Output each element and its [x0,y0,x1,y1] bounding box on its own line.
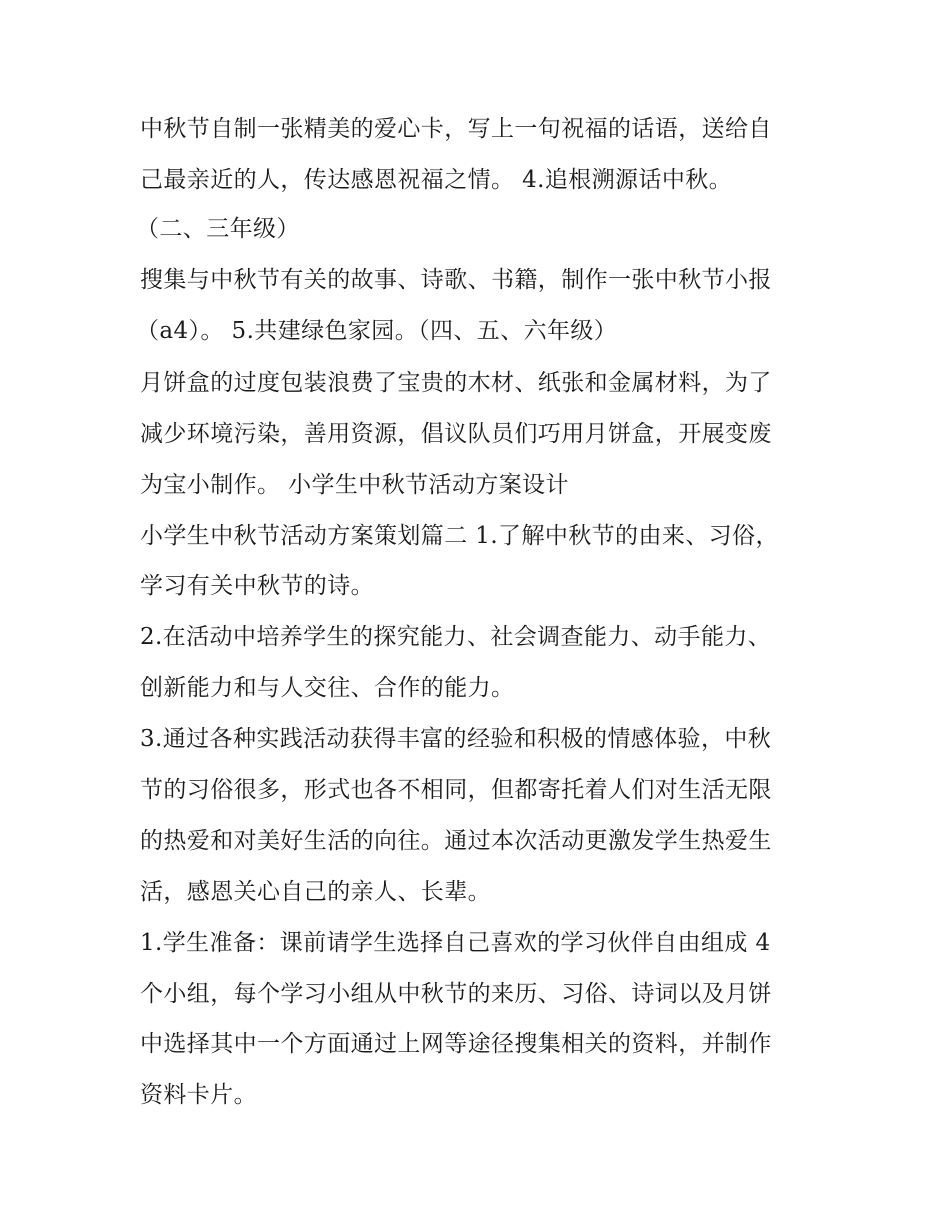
text-line: 月饼盒的过度包装浪费了宝贵的木材、纸张和金属材料，为了 [140,370,772,396]
text-line: 搜集与中秋节有关的故事、诗歌、书籍，制作一张中秋节小报 [140,267,772,293]
text-line: 个小组，每个学习小组从中秋节的来历、习俗、诗词以及月饼 [140,981,772,1007]
text-line: 活，感恩关心自己的亲人、长辈。 [140,879,491,905]
text-line: 2.在活动中培养学生的探究能力、社会调查能力、动手能力、 [140,624,772,650]
text-line: 中选择其中一个方面通过上网等途径搜集相关的资料，并制作 [140,1031,772,1057]
text-line: 小学生中秋节活动方案策划篇二 1.了解中秋节的由来、习俗， [140,523,779,549]
text-line: 减少环境污染，善用资源，倡议队员们巧用月饼盒，开展变废 [140,421,772,447]
text-line: （二、三年级） [136,216,300,242]
text-line: 学习有关中秋节的诗。 [140,573,374,599]
text-line: 己最亲近的人，传达感恩祝福之情。 4.追根溯源话中秋。 [140,167,733,193]
text-line: 创新能力和与人交往、合作的能力。 [140,675,515,701]
text-line: （a4）。 5.共建绿色家园。（四、五、六年级） [136,318,618,344]
text-line: 中秋节自制一张精美的爱心卡，写上一句祝福的话语，送给自 [140,116,772,142]
text-line: 1.学生准备：课前请学生选择自己喜欢的学习伙伴自由组成 4 [140,930,771,956]
text-line: 的热爱和对美好生活的向往。通过本次活动更激发学生热爱生 [140,828,772,854]
text-line: 为宝小制作。 小学生中秋节活动方案设计 [140,472,569,498]
text-line: 节的习俗很多，形式也各不相同，但都寄托着人们对生活无限 [140,777,772,803]
text-line: 3.通过各种实践活动获得丰富的经验和积极的情感体验，中秋 [140,726,772,752]
text-line: 资料卡片。 [140,1082,257,1108]
